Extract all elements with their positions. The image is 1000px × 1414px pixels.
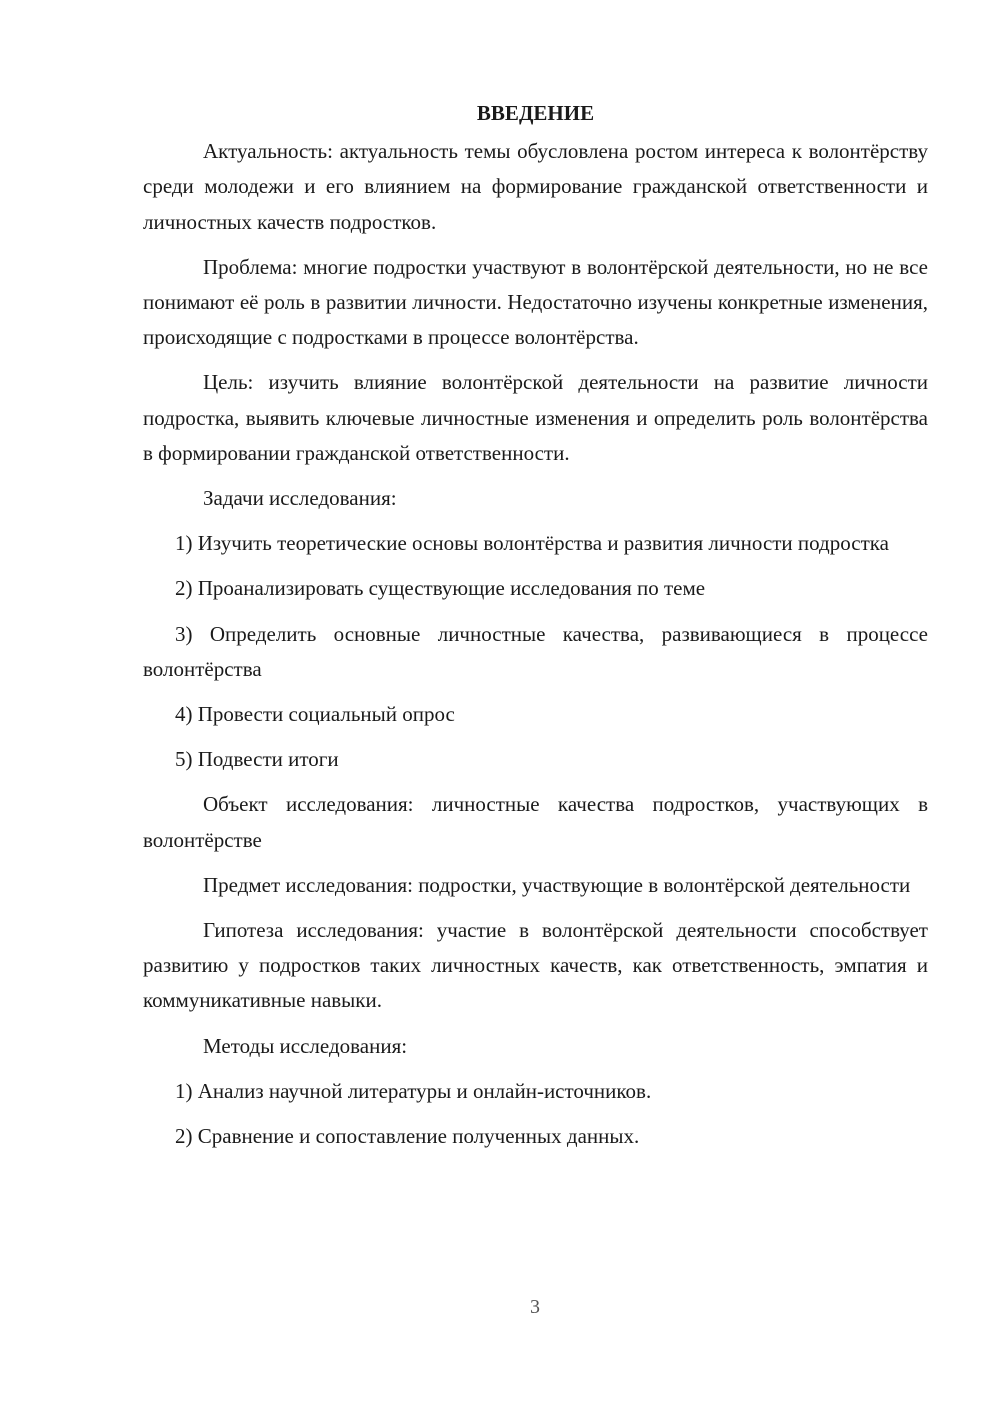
task-item-5: 5) Подвести итоги <box>175 747 339 772</box>
document-page <box>143 96 928 1164</box>
methods-heading: Методы исследования: <box>203 1033 408 1058</box>
method-item-2: 2) Сравнение и сопоставление полученных данных. <box>175 1124 640 1149</box>
page-number: 3 <box>530 1296 540 1318</box>
task-item-4: 4) Провести социальный опрос <box>175 702 455 727</box>
tasks-heading: Задачи исследования: <box>203 486 397 511</box>
task-item-2: 2) Проанализировать существующие исследования по теме <box>175 576 706 601</box>
subject-paragraph: Предмет исследования: подростки, участвующие в волонтёрской деятельности <box>203 872 911 897</box>
object-paragraph: Объект исследования: личностные качества подростков, участвующих в волонтёрстве <box>143 792 928 852</box>
hypothesis-paragraph: Гипотеза исследования: участие в волонтёрской деятельности способствует развитию у подростков таких личностных качеств, как ответственность, эмпатия и коммуникативные навыки. <box>143 918 928 1013</box>
method-item-1: 1) Анализ научной литературы и онлайн-источников. <box>175 1078 652 1103</box>
goal-paragraph: Цель: изучить влияние волонтёрской деятельности на развитие личности подростка, выявить ключевые личностные изменения и определить роль волонтёрства в формировании гражданской ответственности. <box>143 370 928 465</box>
section-title: ВВЕДЕНИЕ <box>476 101 595 125</box>
relevance-paragraph: Актуальность: актуальность темы обусловлена ростом интереса к волонтёрству среди молодежи и его влиянием на формирование гражданской ответственности и личностных качеств подростков. <box>143 139 928 234</box>
task-item-1: 1) Изучить теоретические основы волонтёрства и развития личности подростка <box>175 531 889 556</box>
problem-paragraph: Проблема: многие подростки участвуют в волонтёрской деятельности, но не все понимают её роль в развитии личности. Недостаточно изучены конкретные изменения, происходящие с подростками в процессе волонтёрства. <box>143 254 928 350</box>
task-item-3: 3) Определить основные личностные качества, развивающиеся в процессе волонтёрства <box>143 621 928 681</box>
